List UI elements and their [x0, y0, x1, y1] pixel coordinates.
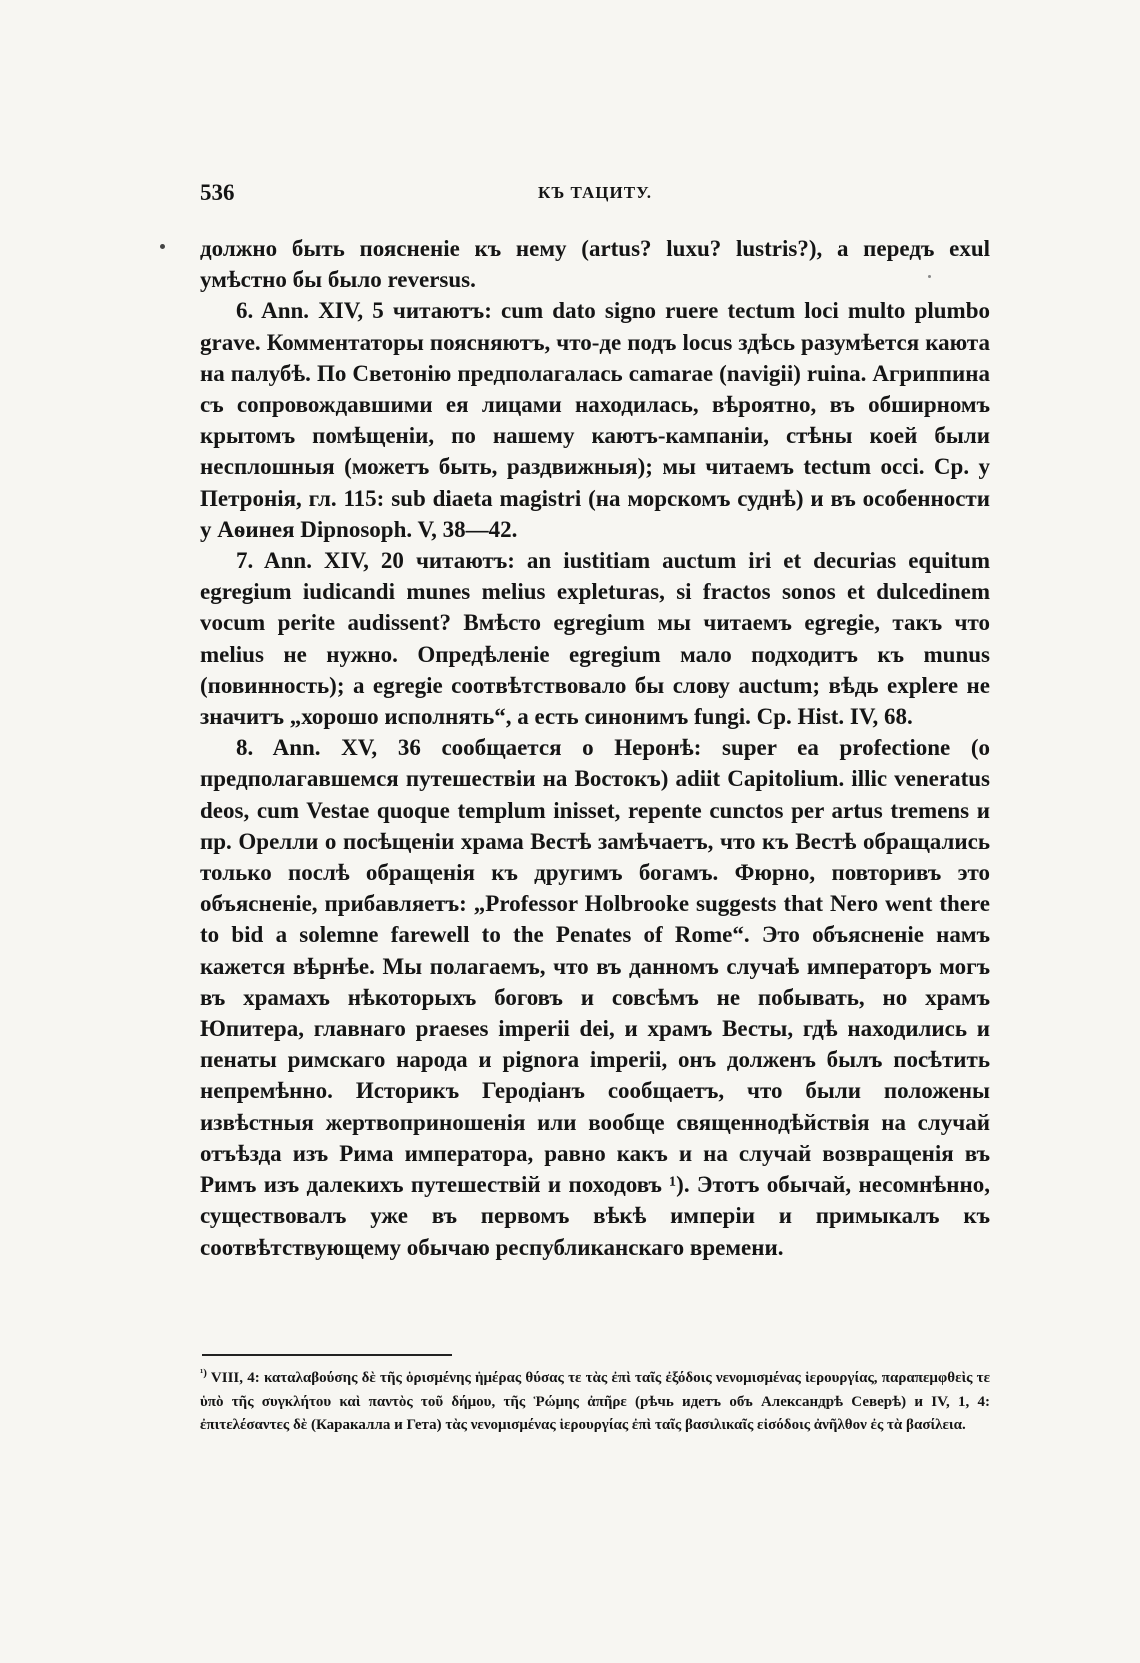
- page-header: [200, 180, 990, 210]
- paragraph-note-8: 8. Ann. XV, 36 сообщается о Неронѣ: super ea profectione (о предполагавшемся путешествіи на Востокъ) adiit Capitolium. illic veneratus deos, cum Vestae quoque templum inisset, repente cunctos per artus tremens и пр. Орелли о посѣщеніи храма Вестѣ замѣчаетъ, что къ Вестѣ обращались только послѣ обращенія къ другимъ богамъ. Фюрно, повторивъ это объясненіе, прибавляетъ: „Professor Holbrooke suggests that Nero went there to bid a solemne farewell to the Penates of Rome“. Это объясненіе намъ кажется вѣрнѣе. Мы полагаемъ, что въ данномъ случаѣ императоръ могъ въ храмахъ нѣкоторыхъ боговъ и совсѣмъ не побывать, но храмъ Юпитера, главнаго praeses imperii dei, и храмъ Весты, гдѣ находились и пенаты римскаго народа и pignora imperii, онъ долженъ былъ посѣтить непремѣнно. Историкъ Геродіанъ сообщаетъ, что были положены извѣстныя жертвоприношенія или вообще священнодѣйствія на случай отъѣзда изъ Рима императора, равно какъ и на случай возвращенія въ Римъ изъ далекихъ путешествій и походовъ ¹). Этотъ обычай, несомнѣнно, существовалъ уже въ первомъ вѣкѣ имперіи и примыкалъ къ соотвѣтствующему обычаю республиканскаго времени.: [200, 735, 990, 1260]
- margin-dot: [160, 244, 165, 249]
- paragraph-continuation: должно быть поясненіе къ нему (artus? luxu? lustris?), а передъ exul умѣстно бы было reversus.: [200, 236, 990, 293]
- footnote-text: VIII, 4: καταλαβούσης δὲ τῆς ὁρισμένης ἡμέρας θύσας τε τὰς ἐπὶ ταῖς ἐξόδοις νενομισμένας ἱερουργίας, παραπεμφθεὶς τε ὑπὸ τῆς συγκλήτου καὶ παντὸς τοῦ δήμου, τῆς Ῥώμης ἀπῆρε (рѣчь идетъ объ Александрѣ Северѣ) и IV, 1, 4: ἐπιτελέσαντες δὲ (Каракалла и Гета) τὰς νενομισμένας ἱερουργίας ἐπὶ ταῖς βασιλικαῖς εἰσόδοις ἀνῆλθον ἐς τὰ βασίλεια.: [200, 1370, 990, 1433]
- footnotes: [200, 1362, 990, 1438]
- page-number: 536: [200, 180, 235, 205]
- footnote-marker: ¹): [200, 1367, 207, 1379]
- paragraph-note-6: 6. Ann. XIV, 5 читаютъ: cum dato signo ruere tectum loci multo plumbo grave. Комментаторы поясняютъ, что-де подъ locus здѣсь разумѣется каюта на палубѣ. По Светонію предполагалась camarae (navigii) ruina. Агриппина съ сопровождавшими ея лицами находилась, вѣроятно, въ обширномъ крытомъ помѣщеніи, по нашему каютъ-кампаніи, стѣны коей были несплошныя (можетъ быть, раздвижныя); мы читаемъ tectum occi. Ср. у Петронія, гл. 115: sub diaeta magistri (на морскомъ суднѣ) и въ особенности у Аѳинея Dipnosoph. V, 38—42.: [200, 298, 990, 542]
- running-title: КЪ ТАЦИТУ.: [537, 183, 653, 202]
- paragraph-note-7: 7. Ann. XIV, 20 читаютъ: an iustitiam auctum iri et decurias equitum egregium iudicandi munes melius expleturas, si fractos sonos et dulcedinem vocum perite audissent? Вмѣсто egregium мы читаемъ egregie, такъ что melius не нужно. Опредѣленіе egregium мало подходитъ къ munus (повинность); а egregie соотвѣтствовало бы слову auctum; вѣдь explere не значитъ „хорошо исполнять“, а есть синонимъ fungi. Ср. Hist. IV, 68.: [200, 548, 990, 730]
- body-text: [200, 233, 990, 1263]
- footnote-divider: [202, 1354, 452, 1356]
- footnote-1: [200, 1362, 990, 1438]
